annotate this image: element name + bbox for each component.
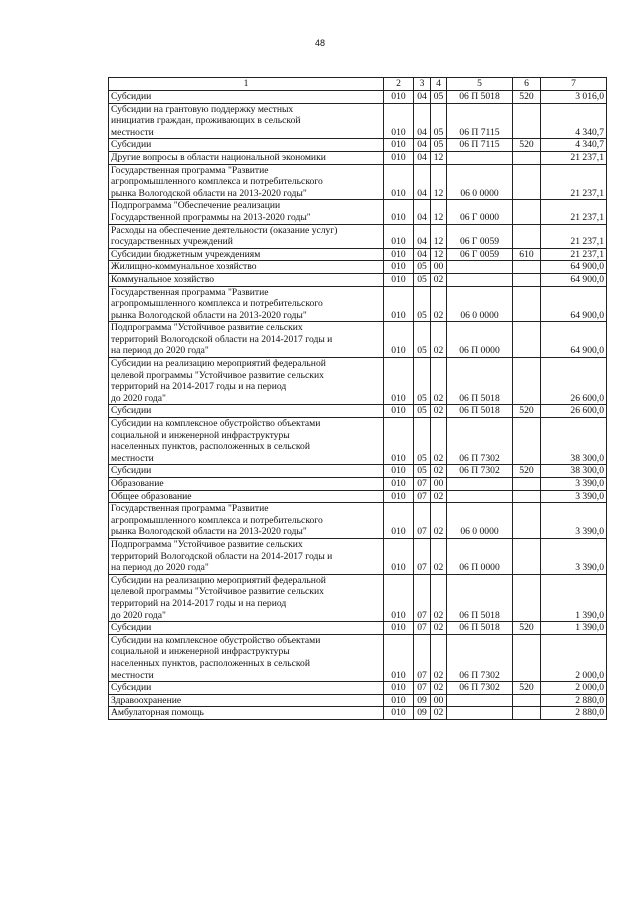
expense-type-cell — [513, 538, 541, 574]
subsection-code-cell: 12 — [431, 200, 447, 224]
admin-code-cell: 010 — [384, 103, 414, 139]
table-row — [109, 682, 607, 695]
target-article-cell — [447, 694, 513, 707]
budget-table — [108, 77, 607, 720]
admin-code-cell: 010 — [384, 273, 414, 286]
admin-code-cell: 010 — [384, 405, 414, 418]
target-article-cell: 06 Г 0000 — [447, 200, 513, 224]
table-row — [109, 200, 607, 224]
item-name-cell: Расходы на обеспечение деятельности (оказание услуг) государственных учреждений — [109, 224, 384, 248]
section-code-cell: 04 — [414, 103, 431, 139]
section-code-cell: 05 — [414, 286, 431, 322]
item-name-cell: Субсидии на реализацию мероприятий федеральной целевой программы "Устойчивое развитие сельских территорий на 2014-2017 годы и на период до 2020 года" — [109, 574, 384, 621]
target-article-cell — [447, 707, 513, 720]
section-code-cell: 04 — [414, 248, 431, 261]
target-article-cell — [447, 273, 513, 286]
amount-cell: 2 880,0 — [541, 694, 607, 707]
table-row — [109, 538, 607, 574]
subsection-code-cell: 02 — [431, 622, 447, 635]
target-article-cell: 06 П 7115 — [447, 103, 513, 139]
expense-type-cell — [513, 261, 541, 274]
admin-code-cell: 010 — [384, 574, 414, 621]
item-name-cell: Субсидии — [109, 405, 384, 418]
expense-type-cell — [513, 286, 541, 322]
admin-code-cell: 010 — [384, 358, 414, 405]
amount-cell: 3 390,0 — [541, 503, 607, 539]
table-row — [109, 634, 607, 681]
header-cell: 2 — [384, 78, 414, 91]
subsection-code-cell: 02 — [431, 574, 447, 621]
table-row — [109, 91, 607, 104]
item-name-cell: Субсидии бюджетным учреждениям — [109, 248, 384, 261]
header-cell: 4 — [431, 78, 447, 91]
expense-type-cell — [513, 490, 541, 503]
item-name-cell: Субсидии — [109, 91, 384, 104]
target-article-cell — [447, 478, 513, 491]
expense-type-cell: 520 — [513, 682, 541, 695]
admin-code-cell: 010 — [384, 286, 414, 322]
page-number: 48 — [314, 38, 325, 48]
item-name-cell: Образование — [109, 478, 384, 491]
expense-type-cell — [513, 273, 541, 286]
table-row — [109, 286, 607, 322]
subsection-code-cell: 02 — [431, 322, 447, 358]
subsection-code-cell: 00 — [431, 261, 447, 274]
header-cell: 1 — [109, 78, 384, 91]
table-row — [109, 622, 607, 635]
amount-cell: 3 390,0 — [541, 490, 607, 503]
table-header-row — [109, 78, 607, 91]
section-code-cell: 05 — [414, 418, 431, 465]
table-row — [109, 707, 607, 720]
expense-type-cell — [513, 707, 541, 720]
section-code-cell: 05 — [414, 465, 431, 478]
item-name-cell: Амбулаторная помощь — [109, 707, 384, 720]
subsection-code-cell: 12 — [431, 248, 447, 261]
subsection-code-cell: 05 — [431, 91, 447, 104]
section-code-cell: 07 — [414, 490, 431, 503]
table-row — [109, 405, 607, 418]
table-row — [109, 103, 607, 139]
section-code-cell: 05 — [414, 273, 431, 286]
table-row — [109, 490, 607, 503]
item-name-cell: Субсидии — [109, 622, 384, 635]
item-name-cell: Субсидии на грантовую поддержку местных инициатив граждан, проживающих в сельской местности — [109, 103, 384, 139]
admin-code-cell: 010 — [384, 694, 414, 707]
item-name-cell: Подпрограмма "Обеспечение реализации Государственной программы на 2013-2020 годы" — [109, 200, 384, 224]
admin-code-cell: 010 — [384, 465, 414, 478]
subsection-code-cell: 02 — [431, 682, 447, 695]
amount-cell: 4 340,7 — [541, 139, 607, 152]
admin-code-cell: 010 — [384, 248, 414, 261]
amount-cell: 3 390,0 — [541, 478, 607, 491]
target-article-cell: 06 Г 0059 — [447, 224, 513, 248]
item-name-cell: Подпрограмма "Устойчивое развитие сельских территорий Вологодской области на 2014-2017 годы и на период до 2020 года" — [109, 322, 384, 358]
table-row — [109, 164, 607, 200]
table-row — [109, 418, 607, 465]
section-code-cell: 09 — [414, 694, 431, 707]
target-article-cell: 06 П 5018 — [447, 358, 513, 405]
amount-cell: 26 600,0 — [541, 358, 607, 405]
target-article-cell: 06 П 7302 — [447, 634, 513, 681]
table-row — [109, 261, 607, 274]
header-cell: 3 — [414, 78, 431, 91]
section-code-cell: 05 — [414, 358, 431, 405]
subsection-code-cell: 05 — [431, 139, 447, 152]
amount-cell: 38 300,0 — [541, 418, 607, 465]
amount-cell: 2 000,0 — [541, 634, 607, 681]
expense-type-cell: 520 — [513, 139, 541, 152]
expense-type-cell — [513, 151, 541, 164]
subsection-code-cell: 02 — [431, 286, 447, 322]
admin-code-cell: 010 — [384, 503, 414, 539]
section-code-cell: 07 — [414, 574, 431, 621]
amount-cell: 21 237,1 — [541, 151, 607, 164]
admin-code-cell: 010 — [384, 91, 414, 104]
amount-cell: 3 390,0 — [541, 538, 607, 574]
target-article-cell — [447, 151, 513, 164]
expense-type-cell: 520 — [513, 465, 541, 478]
expense-type-cell: 610 — [513, 248, 541, 261]
item-name-cell: Субсидии на комплексное обустройство объектами социальной и инженерной инфраструктуры населенных пунктов, расположенных в сельской местности — [109, 418, 384, 465]
expense-type-cell — [513, 418, 541, 465]
expense-type-cell: 520 — [513, 91, 541, 104]
target-article-cell: 06 П 7302 — [447, 465, 513, 478]
amount-cell: 26 600,0 — [541, 405, 607, 418]
target-article-cell: 06 П 7302 — [447, 418, 513, 465]
item-name-cell: Подпрограмма "Устойчивое развитие сельских территорий Вологодской области на 2014-2017 годы и на период до 2020 года" — [109, 538, 384, 574]
amount-cell: 21 237,1 — [541, 248, 607, 261]
expense-type-cell — [513, 574, 541, 621]
admin-code-cell: 010 — [384, 164, 414, 200]
subsection-code-cell: 02 — [431, 358, 447, 405]
admin-code-cell: 010 — [384, 151, 414, 164]
header-cell: 5 — [447, 78, 513, 91]
amount-cell: 4 340,7 — [541, 103, 607, 139]
amount-cell: 64 900,0 — [541, 322, 607, 358]
section-code-cell: 07 — [414, 634, 431, 681]
target-article-cell: 06 Г 0059 — [447, 248, 513, 261]
target-article-cell: 06 0 0000 — [447, 164, 513, 200]
expense-type-cell — [513, 478, 541, 491]
amount-cell: 2 000,0 — [541, 682, 607, 695]
target-article-cell — [447, 261, 513, 274]
table-row — [109, 273, 607, 286]
section-code-cell: 04 — [414, 200, 431, 224]
item-name-cell: Субсидии на комплексное обустройство объектами социальной и инженерной инфраструктуры населенных пунктов, расположенных в сельской местности — [109, 634, 384, 681]
admin-code-cell: 010 — [384, 261, 414, 274]
table-row — [109, 694, 607, 707]
subsection-code-cell: 05 — [431, 103, 447, 139]
section-code-cell: 04 — [414, 224, 431, 248]
amount-cell: 21 237,1 — [541, 224, 607, 248]
item-name-cell: Общее образование — [109, 490, 384, 503]
table-row — [109, 322, 607, 358]
subsection-code-cell: 02 — [431, 465, 447, 478]
subsection-code-cell: 02 — [431, 405, 447, 418]
amount-cell: 1 390,0 — [541, 622, 607, 635]
admin-code-cell: 010 — [384, 634, 414, 681]
item-name-cell: Субсидии на реализацию мероприятий федеральной целевой программы "Устойчивое развитие сельских территорий на 2014-2017 годы и на период до 2020 года" — [109, 358, 384, 405]
section-code-cell: 07 — [414, 503, 431, 539]
section-code-cell: 04 — [414, 91, 431, 104]
item-name-cell: Государственная программа "Развитие агропромышленного комплекса и потребительского рынка Вологодской области на 2013-2020 годы" — [109, 164, 384, 200]
admin-code-cell: 010 — [384, 224, 414, 248]
subsection-code-cell: 12 — [431, 151, 447, 164]
admin-code-cell: 010 — [384, 707, 414, 720]
table-row — [109, 224, 607, 248]
expense-type-cell: 520 — [513, 622, 541, 635]
subsection-code-cell: 12 — [431, 164, 447, 200]
amount-cell: 1 390,0 — [541, 574, 607, 621]
admin-code-cell: 010 — [384, 478, 414, 491]
target-article-cell: 06 0 0000 — [447, 286, 513, 322]
subsection-code-cell: 00 — [431, 478, 447, 491]
admin-code-cell: 010 — [384, 538, 414, 574]
expense-type-cell — [513, 164, 541, 200]
section-code-cell: 04 — [414, 139, 431, 152]
table-row — [109, 248, 607, 261]
section-code-cell: 05 — [414, 405, 431, 418]
admin-code-cell: 010 — [384, 622, 414, 635]
amount-cell: 64 900,0 — [541, 286, 607, 322]
admin-code-cell: 010 — [384, 490, 414, 503]
expense-type-cell — [513, 358, 541, 405]
table-row — [109, 503, 607, 539]
amount-cell: 21 237,1 — [541, 164, 607, 200]
table-row — [109, 574, 607, 621]
expense-type-cell — [513, 503, 541, 539]
expense-type-cell: 520 — [513, 405, 541, 418]
item-name-cell: Другие вопросы в области национальной экономики — [109, 151, 384, 164]
amount-cell: 64 900,0 — [541, 273, 607, 286]
expense-type-cell — [513, 634, 541, 681]
amount-cell: 3 016,0 — [541, 91, 607, 104]
subsection-code-cell: 02 — [431, 490, 447, 503]
item-name-cell: Субсидии — [109, 465, 384, 478]
section-code-cell: 07 — [414, 538, 431, 574]
table-row — [109, 465, 607, 478]
expense-type-cell — [513, 322, 541, 358]
table-row — [109, 478, 607, 491]
target-article-cell: 06 П 7302 — [447, 682, 513, 695]
subsection-code-cell: 02 — [431, 707, 447, 720]
subsection-code-cell: 00 — [431, 694, 447, 707]
subsection-code-cell: 02 — [431, 634, 447, 681]
item-name-cell: Здравоохранение — [109, 694, 384, 707]
admin-code-cell: 010 — [384, 418, 414, 465]
table-row — [109, 358, 607, 405]
target-article-cell: 06 П 0000 — [447, 538, 513, 574]
amount-cell: 21 237,1 — [541, 200, 607, 224]
section-code-cell: 04 — [414, 164, 431, 200]
item-name-cell: Субсидии — [109, 139, 384, 152]
subsection-code-cell: 02 — [431, 503, 447, 539]
target-article-cell: 06 П 7115 — [447, 139, 513, 152]
section-code-cell: 05 — [414, 322, 431, 358]
subsection-code-cell: 02 — [431, 273, 447, 286]
header-cell: 6 — [513, 78, 541, 91]
item-name-cell: Государственная программа "Развитие агропромышленного комплекса и потребительского рынка Вологодской области на 2013-2020 годы" — [109, 503, 384, 539]
expense-type-cell — [513, 694, 541, 707]
expense-type-cell — [513, 103, 541, 139]
section-code-cell: 07 — [414, 478, 431, 491]
subsection-code-cell: 02 — [431, 538, 447, 574]
amount-cell: 2 880,0 — [541, 707, 607, 720]
item-name-cell: Жилищно-коммунальное хозяйство — [109, 261, 384, 274]
expense-type-cell — [513, 224, 541, 248]
expense-type-cell — [513, 200, 541, 224]
target-article-cell: 06 П 5018 — [447, 91, 513, 104]
header-cell: 7 — [541, 78, 607, 91]
subsection-code-cell: 12 — [431, 224, 447, 248]
table-row — [109, 139, 607, 152]
amount-cell: 64 900,0 — [541, 261, 607, 274]
admin-code-cell: 010 — [384, 682, 414, 695]
target-article-cell: 06 0 0000 — [447, 503, 513, 539]
item-name-cell: Государственная программа "Развитие агропромышленного комплекса и потребительского рынка Вологодской области на 2013-2020 годы" — [109, 286, 384, 322]
amount-cell: 38 300,0 — [541, 465, 607, 478]
section-code-cell: 07 — [414, 622, 431, 635]
item-name-cell: Коммунальное хозяйство — [109, 273, 384, 286]
item-name-cell: Субсидии — [109, 682, 384, 695]
target-article-cell: 06 П 5018 — [447, 405, 513, 418]
admin-code-cell: 010 — [384, 322, 414, 358]
admin-code-cell: 010 — [384, 200, 414, 224]
target-article-cell: 06 П 0000 — [447, 322, 513, 358]
section-code-cell: 04 — [414, 151, 431, 164]
target-article-cell — [447, 490, 513, 503]
section-code-cell: 07 — [414, 682, 431, 695]
table-row — [109, 151, 607, 164]
admin-code-cell: 010 — [384, 139, 414, 152]
target-article-cell: 06 П 5018 — [447, 574, 513, 621]
section-code-cell: 05 — [414, 261, 431, 274]
subsection-code-cell: 02 — [431, 418, 447, 465]
target-article-cell: 06 П 5018 — [447, 622, 513, 635]
section-code-cell: 09 — [414, 707, 431, 720]
